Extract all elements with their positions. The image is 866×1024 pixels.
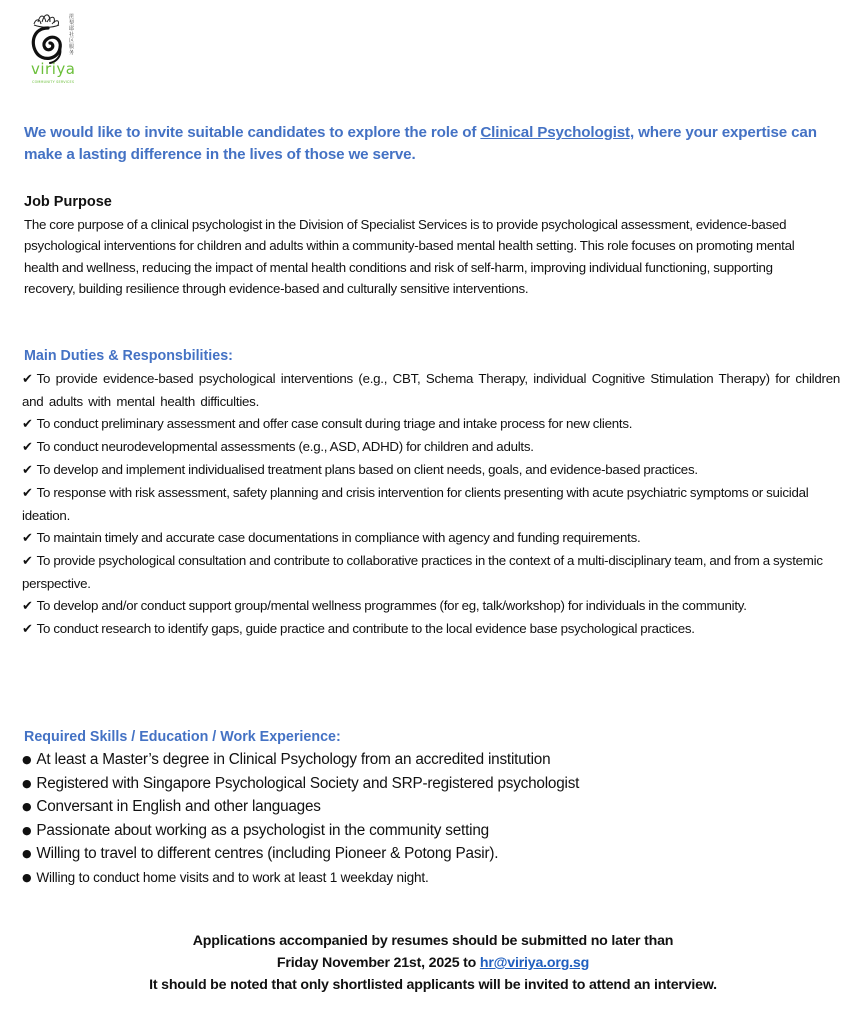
checkmark-icon: ✔: [22, 554, 33, 569]
intro-text-after: where your expertise can make a lasting difference in the lives of those we serve.: [24, 124, 817, 163]
skill-text: Willing to travel to different centres (including Pioneer & Potong Pasir).: [36, 845, 499, 863]
shortlist-note: It should be noted that only shortlisted applicants will be invited to attend an interview.: [149, 977, 717, 993]
list-item: [22, 772, 722, 796]
lotus-swirl-icon: [26, 12, 70, 64]
intro-text-before: We would like to invite suitable candidates to explore the role of: [24, 124, 481, 141]
bullet-icon: ●: [22, 870, 32, 884]
skill-text: Registered with Singapore Psychological Society and SRP-registered psychologist: [36, 774, 580, 792]
list-item: [22, 595, 840, 618]
logo-wordmark: viriya: [31, 60, 76, 78]
application-footer: [0, 930, 866, 996]
job-purpose-heading: Job Purpose: [24, 194, 112, 210]
bullet-icon: ●: [22, 776, 32, 790]
list-item: [22, 866, 722, 890]
checkmark-icon: ✔: [22, 599, 33, 614]
logo-chinese-text: 毘梨耶社区服务: [69, 14, 75, 56]
deadline-line-2: [0, 952, 866, 974]
skill-text: Conversant in English and other languages: [36, 798, 321, 816]
list-item: [22, 795, 722, 819]
list-item: [22, 482, 840, 527]
bullet-icon: ●: [22, 753, 32, 766]
list-item: [22, 618, 840, 641]
checkmark-icon: ✔: [22, 622, 33, 637]
duty-text: To provide evidence-based psychological interventions (e.g., CBT, Schema Therapy, individual Cognitive Stimulation Therapy) for children and adults with mental health difficulties.: [22, 371, 840, 409]
checkmark-icon: ✔: [22, 531, 33, 546]
list-item: [22, 748, 722, 772]
bullet-icon: ●: [22, 847, 32, 861]
list-item: [22, 459, 840, 482]
checkmark-icon: ✔: [22, 486, 33, 501]
skill-text: At least a Master’s degree in Clinical Psychology from an accredited institution: [36, 751, 551, 768]
intro-paragraph: [24, 122, 824, 166]
bullet-icon: ●: [22, 800, 32, 814]
logo-subtitle: COMMUNITY SERVICES: [32, 80, 75, 84]
skills-list: [22, 748, 722, 890]
viriya-logo: [26, 12, 86, 92]
job-purpose-body: The core purpose of a clinical psychologist in the Division of Specialist Services is to provide psychological assessment, evidence-based psychological interventions for children and adults within a community-based mental health setting. This role focuses on promoting mental health and wellness, reducing the impact of mental health conditions and risk of self-harm, improving individual functioning, supporting recovery, building resilience through evidence-based and culturally sensitive interventions.: [24, 217, 795, 296]
duty-text: To develop and implement individualised treatment plans based on client needs, goals, and evidence-based practices.: [36, 462, 698, 477]
role-link[interactable]: Clinical Psychologist,: [480, 124, 635, 141]
list-item: [22, 527, 840, 550]
list-item: [22, 436, 840, 459]
duty-text: To response with risk assessment, safety planning and crisis intervention for clients presenting with acute psychiatric symptoms or suicidal ideation.: [22, 485, 809, 523]
skill-text: Passionate about working as a psychologist in the community setting: [36, 821, 489, 839]
skill-text: Willing to conduct home visits and to work at least 1 weekday night.: [36, 869, 429, 885]
checkmark-icon: ✔: [22, 417, 33, 432]
list-item: [22, 842, 722, 866]
email-link[interactable]: hr@viriya.org.sg: [479, 955, 590, 971]
duty-text: To provide psychological consultation and contribute to collaborative practices in the context of a multi-disciplinary team, and from a systemic perspective.: [22, 553, 823, 591]
deadline-line-1: Applications accompanied by resumes should be submitted no later than: [192, 933, 674, 949]
duty-text: To conduct neurodevelopmental assessments (e.g., ASD, ADHD) for children and adults.: [36, 439, 534, 454]
list-item: [22, 550, 840, 595]
checkmark-icon: ✔: [22, 440, 33, 455]
list-item: [22, 368, 840, 413]
duty-text: To conduct preliminary assessment and offer case consult during triage and intake process for new clients.: [36, 416, 633, 431]
list-item: [22, 819, 722, 843]
skills-heading: Required Skills / Education / Work Experience:: [24, 729, 341, 745]
checkmark-icon: ✔: [22, 372, 33, 387]
checkmark-icon: ✔: [22, 463, 33, 478]
list-item: [22, 413, 840, 436]
deadline-date-text: Friday November 21st, 2025 to: [276, 955, 480, 971]
bullet-icon: ●: [22, 823, 32, 837]
duty-text: To conduct research to identify gaps, guide practice and contribute to the local evidence base psychological practices.: [36, 621, 695, 636]
duty-text: To develop and/or conduct support group/mental wellness programmes (for eg, talk/workshop) for individuals in the community.: [36, 598, 747, 613]
duty-text: To maintain timely and accurate case documentations in compliance with agency and funding requirements.: [36, 530, 641, 545]
duties-heading: Main Duties & Responsbilities:: [24, 348, 233, 364]
duties-list: [22, 368, 840, 641]
